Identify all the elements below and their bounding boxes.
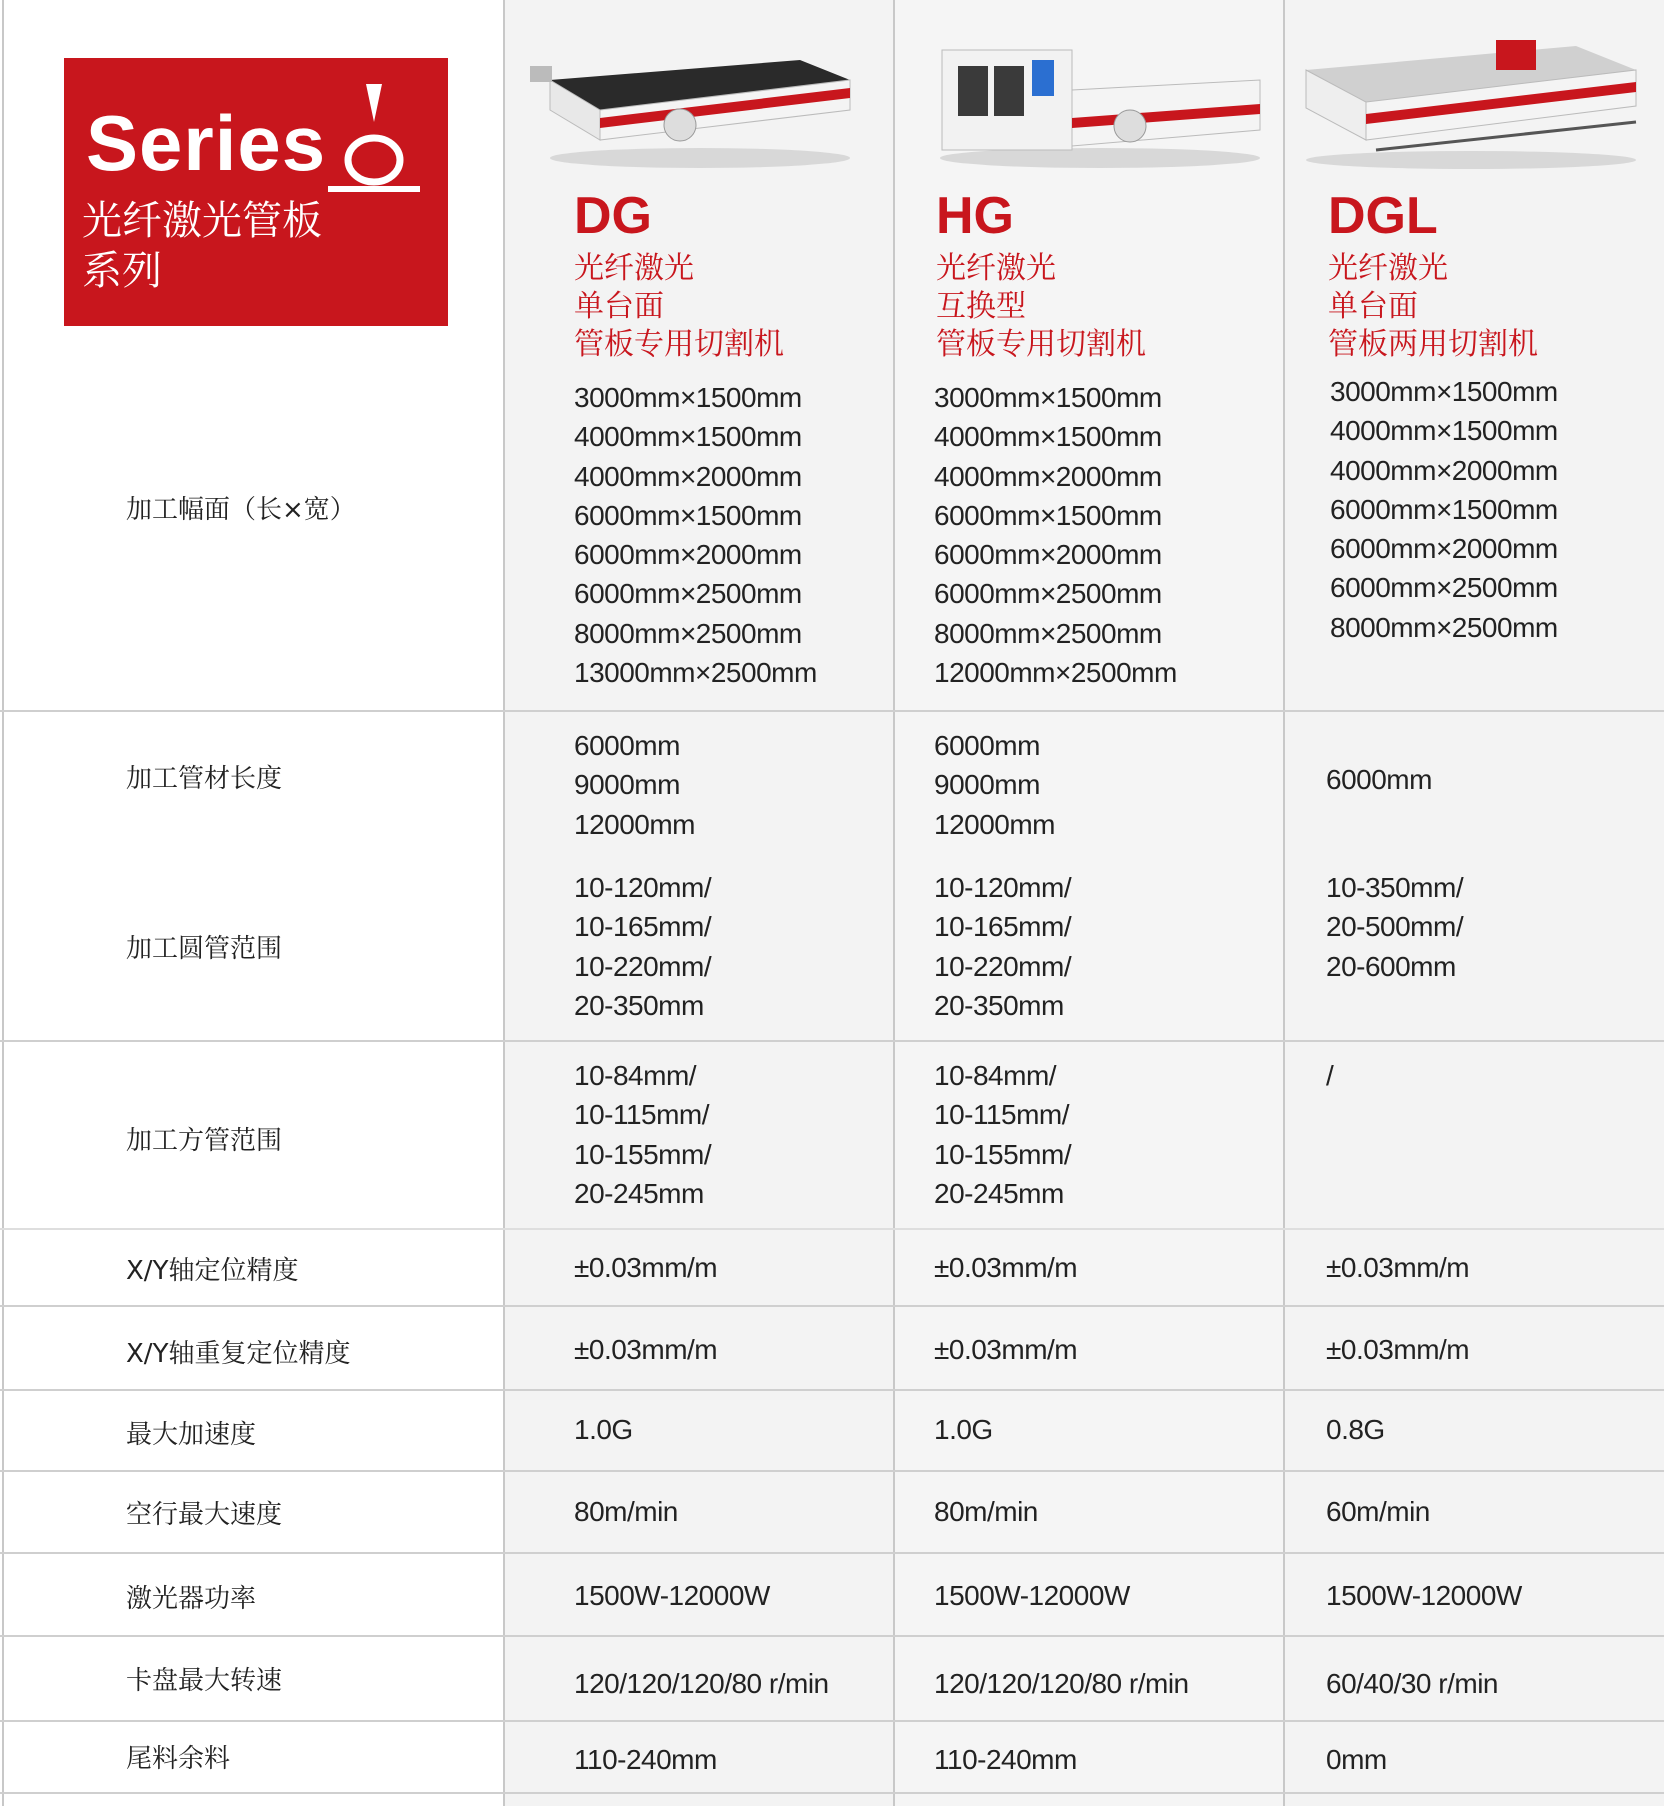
row-label-laser-power: 激光器功率 xyxy=(126,1584,257,1614)
row-divider xyxy=(0,1228,1664,1230)
laser-power-dgl: 1500W-12000W xyxy=(1326,1580,1522,1611)
xy-positioning-dgl: ±0.03mm/m xyxy=(1326,1252,1470,1283)
chuck-speed-dg: 120/120/120/80 r/min xyxy=(574,1668,829,1699)
model-desc-hg: 光纤激光 互换型 管板专用切割机 xyxy=(936,251,1146,362)
max-speed-dgl: 60m/min xyxy=(1326,1496,1430,1527)
divider xyxy=(2,0,4,1806)
row-divider xyxy=(0,1389,1664,1391)
tail-material-dgl: 0mm xyxy=(1326,1744,1387,1775)
xy-repeat-dgl: ±0.03mm/m xyxy=(1326,1334,1470,1365)
square-tube-dgl: / xyxy=(1326,1060,1334,1091)
model-name-dg: DG xyxy=(574,187,652,245)
row-label-square-tube: 加工方管范围 xyxy=(126,1126,283,1156)
series-badge xyxy=(64,58,448,326)
dg-machine-image xyxy=(530,40,860,170)
model-desc-dg: 光纤激光 单台面 管板专用切割机 xyxy=(574,251,784,362)
divider xyxy=(503,0,505,1806)
row-label-tail-material: 尾料余料 xyxy=(126,1744,231,1774)
max-accel-hg: 1.0G xyxy=(934,1414,993,1445)
row-label-size: 加工幅面（长×宽） xyxy=(126,495,356,525)
max-speed-hg: 80m/min xyxy=(934,1496,1038,1527)
laser-cutting-icon xyxy=(326,70,422,240)
xy-repeat-hg: ±0.03mm/m xyxy=(934,1334,1078,1365)
chuck-speed-dgl: 60/40/30 r/min xyxy=(1326,1668,1498,1699)
divider xyxy=(1283,0,1285,1806)
row-label-xy-positioning: X/Y轴定位精度 xyxy=(126,1256,299,1286)
row-label-chuck-speed: 卡盘最大转速 xyxy=(126,1666,283,1696)
row-label-max-accel: 最大加速度 xyxy=(126,1420,257,1450)
round-tube-hg: 10-120mm/ 10-165mm/ 10-220mm/ 20-350mm xyxy=(934,872,1072,1021)
series-title: Series xyxy=(86,99,327,187)
chuck-speed-hg: 120/120/120/80 r/min xyxy=(934,1668,1189,1699)
xy-repeat-dg: ±0.03mm/m xyxy=(574,1334,718,1365)
laser-power-hg: 1500W-12000W xyxy=(934,1580,1130,1611)
xy-positioning-dg: ±0.03mm/m xyxy=(574,1252,718,1283)
max-speed-dg: 80m/min xyxy=(574,1496,678,1527)
round-tube-dgl: 10-350mm/ 20-500mm/ 20-600mm xyxy=(1326,872,1464,982)
row-label-max-speed: 空行最大速度 xyxy=(126,1500,283,1530)
model-name-hg: HG xyxy=(936,187,1014,245)
tube-length-dgl: 6000mm xyxy=(1326,764,1432,795)
row-divider xyxy=(0,1040,1664,1042)
row-divider xyxy=(0,1720,1664,1722)
row-label-xy-repeat: X/Y轴重复定位精度 xyxy=(126,1339,351,1369)
series-subtitle: 光纤激光管板 系列 xyxy=(82,198,322,294)
hg-machine-image xyxy=(930,30,1270,170)
tail-material-dg: 110-240mm xyxy=(574,1744,717,1775)
model-name-dgl: DGL xyxy=(1328,187,1438,245)
size-values-dg: 3000mm×1500mm 4000mm×1500mm 4000mm×2000mm 6000mm×1500mm 6000mm×2000mm 6000mm×2500mm 8000mm×2500mm 13000mm×2500mm xyxy=(574,382,817,689)
row-label-round-tube: 加工圆管范围 xyxy=(126,934,283,964)
square-tube-hg: 10-84mm/ 10-115mm/ 10-155mm/ 20-245mm xyxy=(934,1060,1072,1209)
max-accel-dg: 1.0G xyxy=(574,1414,633,1445)
row-divider xyxy=(0,1305,1664,1307)
row-divider xyxy=(0,1470,1664,1472)
round-tube-dg: 10-120mm/ 10-165mm/ 10-220mm/ 20-350mm xyxy=(574,872,712,1021)
size-values-hg: 3000mm×1500mm 4000mm×1500mm 4000mm×2000mm 6000mm×1500mm 6000mm×2000mm 6000mm×2500mm 8000mm×2500mm 12000mm×2500mm xyxy=(934,382,1177,689)
xy-positioning-hg: ±0.03mm/m xyxy=(934,1252,1078,1283)
row-divider xyxy=(0,1552,1664,1554)
row-label-tube-length: 加工管材长度 xyxy=(126,764,283,794)
row-divider xyxy=(0,1792,1664,1794)
model-desc-dgl: 光纤激光 单台面 管板两用切割机 xyxy=(1328,251,1538,362)
tube-length-dg: 6000mm 9000mm 12000mm xyxy=(574,730,696,840)
tail-material-hg: 110-240mm xyxy=(934,1744,1077,1775)
size-values-dgl: 3000mm×1500mm 4000mm×1500mm 4000mm×2000mm 6000mm×1500mm 6000mm×2000mm 6000mm×2500mm 8000mm×2500mm xyxy=(1330,376,1558,643)
max-accel-dgl: 0.8G xyxy=(1326,1414,1385,1445)
tube-length-hg: 6000mm 9000mm 12000mm xyxy=(934,730,1056,840)
laser-power-dg: 1500W-12000W xyxy=(574,1580,770,1611)
row-divider xyxy=(0,710,1664,712)
square-tube-dg: 10-84mm/ 10-115mm/ 10-155mm/ 20-245mm xyxy=(574,1060,712,1209)
dgl-machine-image xyxy=(1296,30,1646,170)
row-divider xyxy=(0,1635,1664,1637)
divider xyxy=(893,0,895,1806)
